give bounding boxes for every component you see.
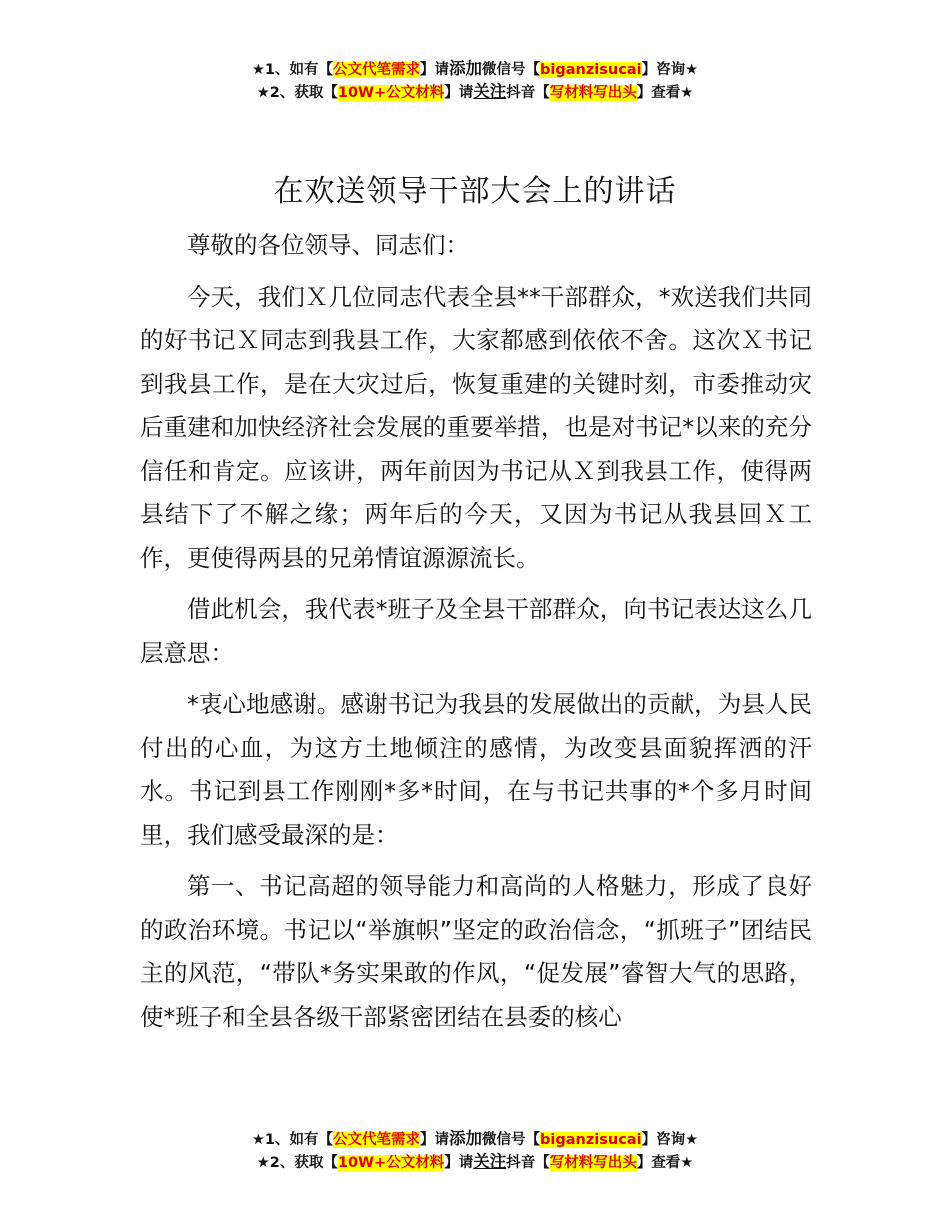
banner-highlight-service: 公文代笔需求: [333, 62, 421, 78]
banner-text: 】咨询★: [641, 1132, 699, 1148]
banner-line-2: [0, 1151, 950, 1174]
document-body: [140, 224, 812, 1047]
banner-text: 】查看★: [636, 85, 694, 101]
banner-emphasis: 添加: [449, 59, 483, 78]
banner-text: 微信号【: [482, 1132, 541, 1148]
banner-highlight-materials: 10W+公文材料: [337, 85, 445, 101]
banner-line-1: [0, 1128, 950, 1151]
banner-emphasis: 关注: [473, 82, 507, 101]
banner-text: 】咨询★: [641, 62, 699, 78]
banner-text: 】查看★: [636, 1155, 694, 1171]
banner-text: 抖音【: [506, 1155, 550, 1171]
header-banner-bottom: [0, 1128, 950, 1174]
body-paragraph: 借此机会，我代表*班子及全县干部群众，向书记表达这么几层意思：: [140, 595, 812, 667]
banner-emphasis: 添加: [449, 1129, 483, 1148]
salutation: 尊敬的各位领导、同志们：: [187, 231, 469, 259]
banner-highlight-materials: 10W+公文材料: [337, 1155, 445, 1171]
banner-line-2: [0, 81, 950, 104]
banner-text: 】请: [420, 1132, 450, 1148]
banner-highlight-douyin: 写材料写出头: [549, 1155, 637, 1171]
banner-text: 微信号【: [482, 62, 541, 78]
body-paragraph: *衷心地感谢。感谢书记为我县的发展做出的贡献，为县人民付出的心血，为这方土地倾注的感情，为改变县面貌挥洒的汗水。书记到县工作刚刚*多*时间，在与书记共事的*个多月时间里，我们感受最深的是：: [140, 690, 812, 849]
banner-emphasis: 关注: [473, 1152, 507, 1171]
banner-text: ★1、如有【: [251, 1132, 334, 1148]
banner-text: 抖音【: [506, 85, 550, 101]
banner-highlight-wechat: biganzisucai: [540, 62, 642, 78]
document-title: 在欢送领导干部大会上的讲话: [273, 174, 677, 209]
banner-text: ★2、获取【: [256, 1155, 338, 1171]
banner-text: 】请: [444, 85, 474, 101]
body-paragraph: 今天，我们Ｘ几位同志代表全县**干部群众，*欢送我们共同的好书记Ｘ同志到我县工作，大家都感到依依不舍。这次Ｘ书记到我县工作，是在大灾过后，恢复重建的关键时刻，市委推动灾后重建和加快经济社会发展的重要举措，也是对书记*以来的充分信任和肯定。应该讲，两年前因为书记从Ｘ到我县工作，使得两县结下了不解之缘；两年后的今天，又因为书记从我县回Ｘ工作，更使得两县的兄弟情谊源源流长。: [140, 282, 812, 572]
banner-line-1: [0, 58, 950, 81]
banner-highlight-douyin: 写材料写出头: [549, 85, 637, 101]
body-paragraph: 第一、书记高超的领导能力和高尚的人格魅力，形成了良好的政治环境。书记以“举旗帜”坚定的政治信念，“抓班子”团结民主的风范，“带队*务实果敢的作风，“促发展”睿智大气的思路，使*班子和全县各级干部紧密团结在县委的核心: [140, 872, 812, 1031]
banner-text: 】请: [444, 1155, 474, 1171]
banner-text: ★1、如有【: [251, 62, 334, 78]
header-banner-top: [0, 58, 950, 104]
banner-highlight-wechat: biganzisucai: [540, 1132, 642, 1148]
banner-text: 】请: [420, 62, 450, 78]
banner-highlight-service: 公文代笔需求: [333, 1132, 421, 1148]
banner-text: ★2、获取【: [256, 85, 338, 101]
